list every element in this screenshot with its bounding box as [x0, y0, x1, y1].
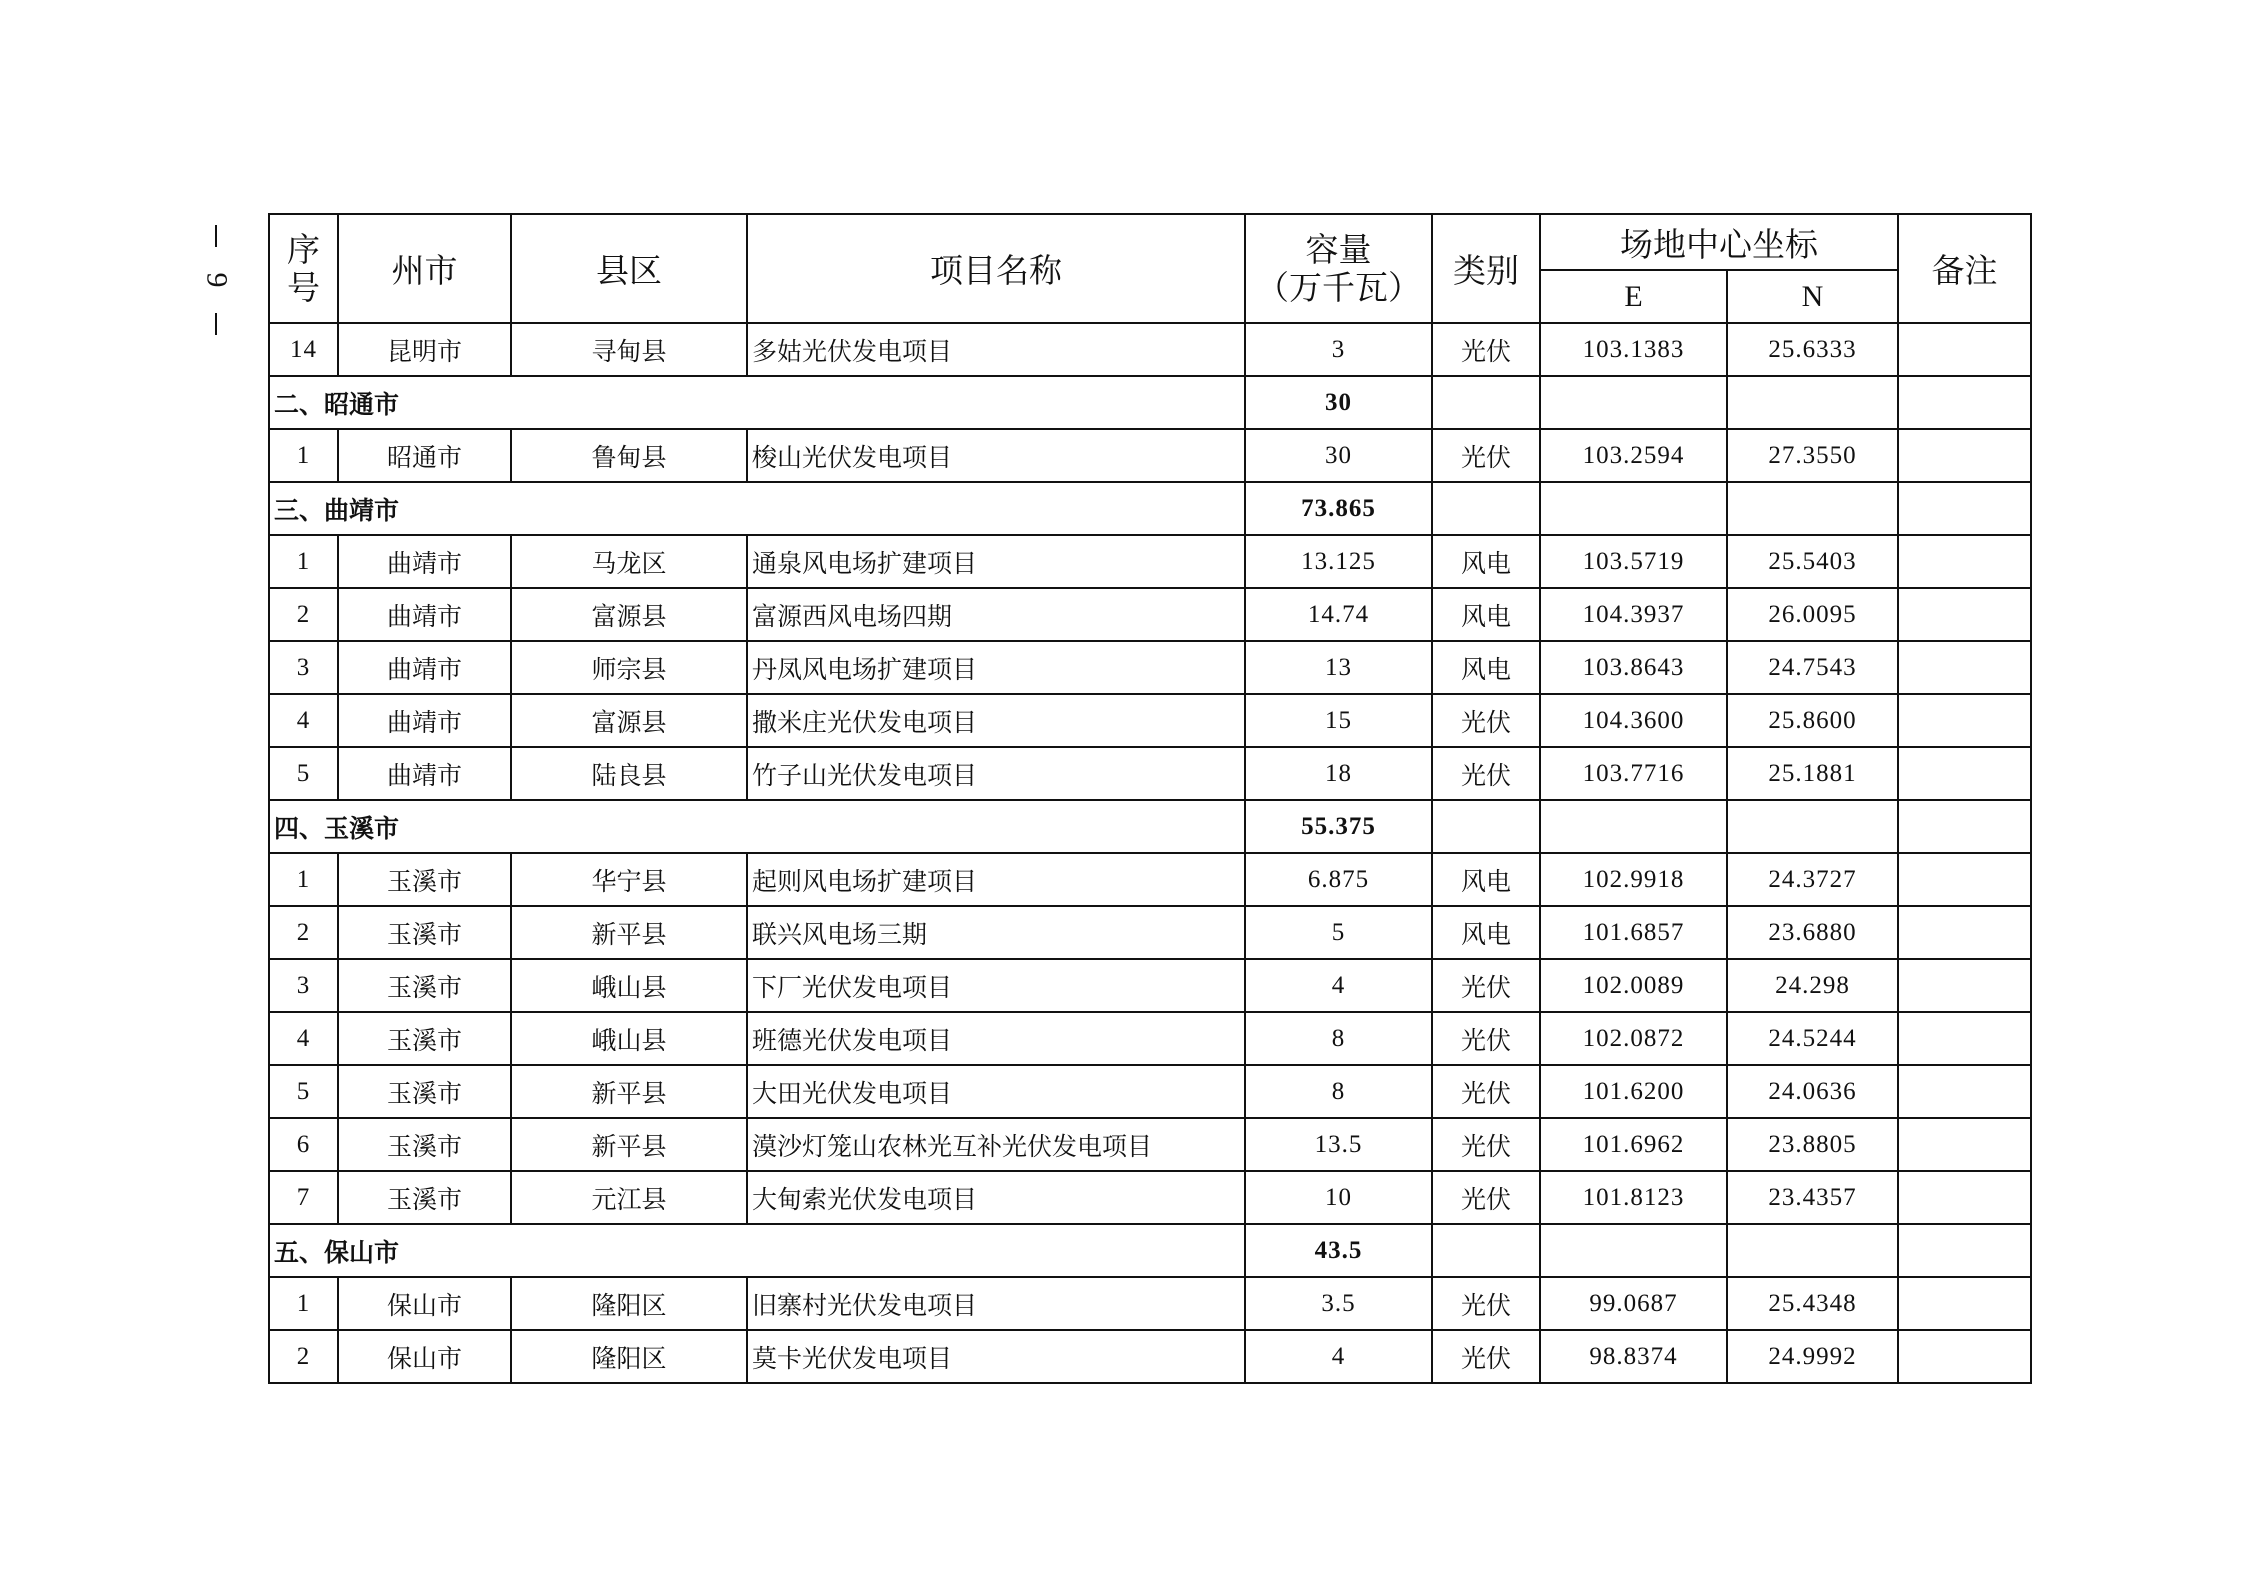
header-project-name: 项目名称 — [747, 214, 1245, 323]
remark-cell — [1898, 535, 2031, 588]
group-type-cell — [1432, 1224, 1540, 1277]
header-capacity-line2: （万千瓦） — [1256, 267, 1421, 307]
project-name-cell: 旧寨村光伏发电项目 — [747, 1277, 1245, 1330]
group-capacity-cell: 73.865 — [1245, 482, 1432, 535]
county-cell: 新平县 — [511, 1065, 747, 1118]
remark-cell — [1898, 853, 2031, 906]
table-row — [269, 959, 2031, 1012]
project-table — [268, 213, 2032, 1384]
capacity-cell: 3 — [1245, 323, 1432, 376]
group-coord-e-cell — [1540, 482, 1727, 535]
city-cell: 曲靖市 — [338, 535, 511, 588]
coord-n-cell: 24.5244 — [1727, 1012, 1898, 1065]
group-label-cell: 四、玉溪市 — [269, 800, 1245, 853]
capacity-cell: 13.5 — [1245, 1118, 1432, 1171]
coord-n-cell: 24.0636 — [1727, 1065, 1898, 1118]
seq-cell: 7 — [269, 1171, 338, 1224]
coord-e-cell: 102.0872 — [1540, 1012, 1727, 1065]
city-cell: 曲靖市 — [338, 588, 511, 641]
remark-cell — [1898, 694, 2031, 747]
group-type-cell — [1432, 376, 1540, 429]
project-name-cell: 班德光伏发电项目 — [747, 1012, 1245, 1065]
table-group-row — [269, 482, 2031, 535]
page-number-dash-bottom — [215, 313, 217, 335]
capacity-cell: 18 — [1245, 747, 1432, 800]
type-cell: 光伏 — [1432, 959, 1540, 1012]
city-cell: 昭通市 — [338, 429, 511, 482]
county-cell: 隆阳区 — [511, 1277, 747, 1330]
group-type-cell — [1432, 482, 1540, 535]
seq-cell: 3 — [269, 959, 338, 1012]
city-cell: 曲靖市 — [338, 641, 511, 694]
remark-cell — [1898, 588, 2031, 641]
capacity-cell: 3.5 — [1245, 1277, 1432, 1330]
seq-cell: 4 — [269, 1012, 338, 1065]
remark-cell — [1898, 429, 2031, 482]
group-coord-n-cell — [1727, 482, 1898, 535]
project-name-cell: 梭山光伏发电项目 — [747, 429, 1245, 482]
group-remark-cell — [1898, 800, 2031, 853]
county-cell: 元江县 — [511, 1171, 747, 1224]
group-capacity-cell: 55.375 — [1245, 800, 1432, 853]
table-row — [269, 694, 2031, 747]
county-cell: 隆阳区 — [511, 1330, 747, 1383]
group-coord-n-cell — [1727, 1224, 1898, 1277]
project-name-cell: 多姑光伏发电项目 — [747, 323, 1245, 376]
type-cell: 光伏 — [1432, 694, 1540, 747]
type-cell: 光伏 — [1432, 1330, 1540, 1383]
group-remark-cell — [1898, 376, 2031, 429]
header-capacity — [1245, 214, 1432, 323]
table-group-row — [269, 800, 2031, 853]
header-coord-e: E — [1540, 270, 1727, 323]
header-type: 类别 — [1432, 214, 1540, 323]
coord-n-cell: 26.0095 — [1727, 588, 1898, 641]
group-capacity-cell: 30 — [1245, 376, 1432, 429]
type-cell: 风电 — [1432, 535, 1540, 588]
header-coordinates: 场地中心坐标 — [1540, 214, 1898, 270]
seq-cell: 3 — [269, 641, 338, 694]
group-label-cell: 三、曲靖市 — [269, 482, 1245, 535]
project-name-cell: 起则风电场扩建项目 — [747, 853, 1245, 906]
header-seq-line1: 序 — [287, 229, 320, 269]
table-row — [269, 1171, 2031, 1224]
group-coord-n-cell — [1727, 376, 1898, 429]
remark-cell — [1898, 1118, 2031, 1171]
coord-e-cell: 101.8123 — [1540, 1171, 1727, 1224]
coord-e-cell: 103.1383 — [1540, 323, 1727, 376]
group-label-cell: 五、保山市 — [269, 1224, 1245, 1277]
city-cell: 曲靖市 — [338, 747, 511, 800]
table-row — [269, 1330, 2031, 1383]
coord-e-cell: 103.2594 — [1540, 429, 1727, 482]
header-city: 州市 — [338, 214, 511, 323]
group-type-cell — [1432, 800, 1540, 853]
city-cell: 保山市 — [338, 1330, 511, 1383]
table-header — [269, 214, 2031, 323]
table-row — [269, 588, 2031, 641]
seq-cell: 5 — [269, 747, 338, 800]
capacity-cell: 13.125 — [1245, 535, 1432, 588]
city-cell: 昆明市 — [338, 323, 511, 376]
table-row — [269, 1012, 2031, 1065]
capacity-cell: 8 — [1245, 1012, 1432, 1065]
county-cell: 马龙区 — [511, 535, 747, 588]
table-row — [269, 1277, 2031, 1330]
type-cell: 光伏 — [1432, 1065, 1540, 1118]
page-number-text: 9 — [200, 272, 233, 288]
coord-n-cell: 24.298 — [1727, 959, 1898, 1012]
type-cell: 光伏 — [1432, 1012, 1540, 1065]
table-row — [269, 853, 2031, 906]
coord-e-cell: 99.0687 — [1540, 1277, 1727, 1330]
county-cell: 新平县 — [511, 1118, 747, 1171]
city-cell: 玉溪市 — [338, 853, 511, 906]
seq-cell: 2 — [269, 588, 338, 641]
group-capacity-cell: 43.5 — [1245, 1224, 1432, 1277]
capacity-cell: 8 — [1245, 1065, 1432, 1118]
county-cell: 峨山县 — [511, 1012, 747, 1065]
type-cell: 光伏 — [1432, 1118, 1540, 1171]
type-cell: 光伏 — [1432, 1277, 1540, 1330]
seq-cell: 4 — [269, 694, 338, 747]
type-cell: 风电 — [1432, 588, 1540, 641]
coord-e-cell: 104.3937 — [1540, 588, 1727, 641]
group-coord-e-cell — [1540, 800, 1727, 853]
county-cell: 富源县 — [511, 694, 747, 747]
city-cell: 玉溪市 — [338, 1012, 511, 1065]
table-row — [269, 747, 2031, 800]
city-cell: 保山市 — [338, 1277, 511, 1330]
county-cell: 寻甸县 — [511, 323, 747, 376]
seq-cell: 2 — [269, 906, 338, 959]
coord-e-cell: 101.6962 — [1540, 1118, 1727, 1171]
remark-cell — [1898, 641, 2031, 694]
project-name-cell: 竹子山光伏发电项目 — [747, 747, 1245, 800]
table-row — [269, 1118, 2031, 1171]
city-cell: 玉溪市 — [338, 1118, 511, 1171]
capacity-cell: 5 — [1245, 906, 1432, 959]
remark-cell — [1898, 1171, 2031, 1224]
coord-e-cell: 98.8374 — [1540, 1330, 1727, 1383]
header-seq-line2: 号 — [287, 267, 320, 307]
coord-e-cell: 103.8643 — [1540, 641, 1727, 694]
remark-cell — [1898, 1065, 2031, 1118]
seq-cell: 6 — [269, 1118, 338, 1171]
seq-cell: 1 — [269, 853, 338, 906]
header-county: 县区 — [511, 214, 747, 323]
header-remark: 备注 — [1898, 214, 2031, 323]
county-cell: 新平县 — [511, 906, 747, 959]
coord-e-cell: 101.6857 — [1540, 906, 1727, 959]
capacity-cell: 13 — [1245, 641, 1432, 694]
type-cell: 光伏 — [1432, 429, 1540, 482]
header-coord-n: N — [1727, 270, 1898, 323]
header-capacity-line1: 容量 — [1305, 229, 1372, 269]
group-remark-cell — [1898, 482, 2031, 535]
remark-cell — [1898, 906, 2031, 959]
project-name-cell: 丹凤风电场扩建项目 — [747, 641, 1245, 694]
capacity-cell: 4 — [1245, 1330, 1432, 1383]
type-cell: 风电 — [1432, 906, 1540, 959]
table-row — [269, 906, 2031, 959]
group-remark-cell — [1898, 1224, 2031, 1277]
project-name-cell: 大甸索光伏发电项目 — [747, 1171, 1245, 1224]
capacity-cell: 4 — [1245, 959, 1432, 1012]
project-name-cell: 富源西风电场四期 — [747, 588, 1245, 641]
seq-cell: 14 — [269, 323, 338, 376]
county-cell: 陆良县 — [511, 747, 747, 800]
seq-cell: 5 — [269, 1065, 338, 1118]
seq-cell: 1 — [269, 429, 338, 482]
seq-cell: 1 — [269, 535, 338, 588]
capacity-cell: 14.74 — [1245, 588, 1432, 641]
page-number-dash-top — [215, 225, 217, 247]
table-row — [269, 323, 2031, 376]
coord-n-cell: 25.8600 — [1727, 694, 1898, 747]
coord-n-cell: 25.5403 — [1727, 535, 1898, 588]
coord-e-cell: 104.3600 — [1540, 694, 1727, 747]
coord-n-cell: 25.6333 — [1727, 323, 1898, 376]
coord-n-cell: 24.3727 — [1727, 853, 1898, 906]
city-cell: 曲靖市 — [338, 694, 511, 747]
table-row — [269, 1065, 2031, 1118]
group-coord-e-cell — [1540, 376, 1727, 429]
group-coord-n-cell — [1727, 800, 1898, 853]
page-number — [196, 210, 236, 350]
table-group-row — [269, 376, 2031, 429]
table-group-row — [269, 1224, 2031, 1277]
coord-n-cell: 25.1881 — [1727, 747, 1898, 800]
table-row — [269, 535, 2031, 588]
coord-e-cell: 103.7716 — [1540, 747, 1727, 800]
coord-n-cell: 24.7543 — [1727, 641, 1898, 694]
county-cell: 峨山县 — [511, 959, 747, 1012]
capacity-cell: 30 — [1245, 429, 1432, 482]
seq-cell: 1 — [269, 1277, 338, 1330]
project-name-cell: 联兴风电场三期 — [747, 906, 1245, 959]
capacity-cell: 15 — [1245, 694, 1432, 747]
type-cell: 光伏 — [1432, 323, 1540, 376]
city-cell: 玉溪市 — [338, 959, 511, 1012]
type-cell: 光伏 — [1432, 747, 1540, 800]
remark-cell — [1898, 1330, 2031, 1383]
coord-e-cell: 101.6200 — [1540, 1065, 1727, 1118]
coord-e-cell: 103.5719 — [1540, 535, 1727, 588]
capacity-cell: 6.875 — [1245, 853, 1432, 906]
coord-n-cell: 23.4357 — [1727, 1171, 1898, 1224]
project-name-cell: 下厂光伏发电项目 — [747, 959, 1245, 1012]
group-label-cell: 二、昭通市 — [269, 376, 1245, 429]
coord-e-cell: 102.0089 — [1540, 959, 1727, 1012]
project-name-cell: 莫卡光伏发电项目 — [747, 1330, 1245, 1383]
county-cell: 鲁甸县 — [511, 429, 747, 482]
project-name-cell: 撒米庄光伏发电项目 — [747, 694, 1245, 747]
coord-e-cell: 102.9918 — [1540, 853, 1727, 906]
header-seq — [269, 214, 338, 323]
table-row — [269, 429, 2031, 482]
coord-n-cell: 27.3550 — [1727, 429, 1898, 482]
group-coord-e-cell — [1540, 1224, 1727, 1277]
remark-cell — [1898, 323, 2031, 376]
coord-n-cell: 23.8805 — [1727, 1118, 1898, 1171]
seq-cell: 2 — [269, 1330, 338, 1383]
capacity-cell: 10 — [1245, 1171, 1432, 1224]
county-cell: 华宁县 — [511, 853, 747, 906]
project-name-cell: 漠沙灯笼山农林光互补光伏发电项目 — [747, 1118, 1245, 1171]
table-row — [269, 641, 2031, 694]
remark-cell — [1898, 1012, 2031, 1065]
coord-n-cell: 23.6880 — [1727, 906, 1898, 959]
remark-cell — [1898, 1277, 2031, 1330]
remark-cell — [1898, 747, 2031, 800]
project-name-cell: 大田光伏发电项目 — [747, 1065, 1245, 1118]
coord-n-cell: 25.4348 — [1727, 1277, 1898, 1330]
county-cell: 师宗县 — [511, 641, 747, 694]
city-cell: 玉溪市 — [338, 1171, 511, 1224]
city-cell: 玉溪市 — [338, 906, 511, 959]
remark-cell — [1898, 959, 2031, 1012]
table-body — [269, 323, 2031, 1383]
type-cell: 光伏 — [1432, 1171, 1540, 1224]
type-cell: 风电 — [1432, 641, 1540, 694]
project-name-cell: 通泉风电场扩建项目 — [747, 535, 1245, 588]
type-cell: 风电 — [1432, 853, 1540, 906]
city-cell: 玉溪市 — [338, 1065, 511, 1118]
coord-n-cell: 24.9992 — [1727, 1330, 1898, 1383]
county-cell: 富源县 — [511, 588, 747, 641]
